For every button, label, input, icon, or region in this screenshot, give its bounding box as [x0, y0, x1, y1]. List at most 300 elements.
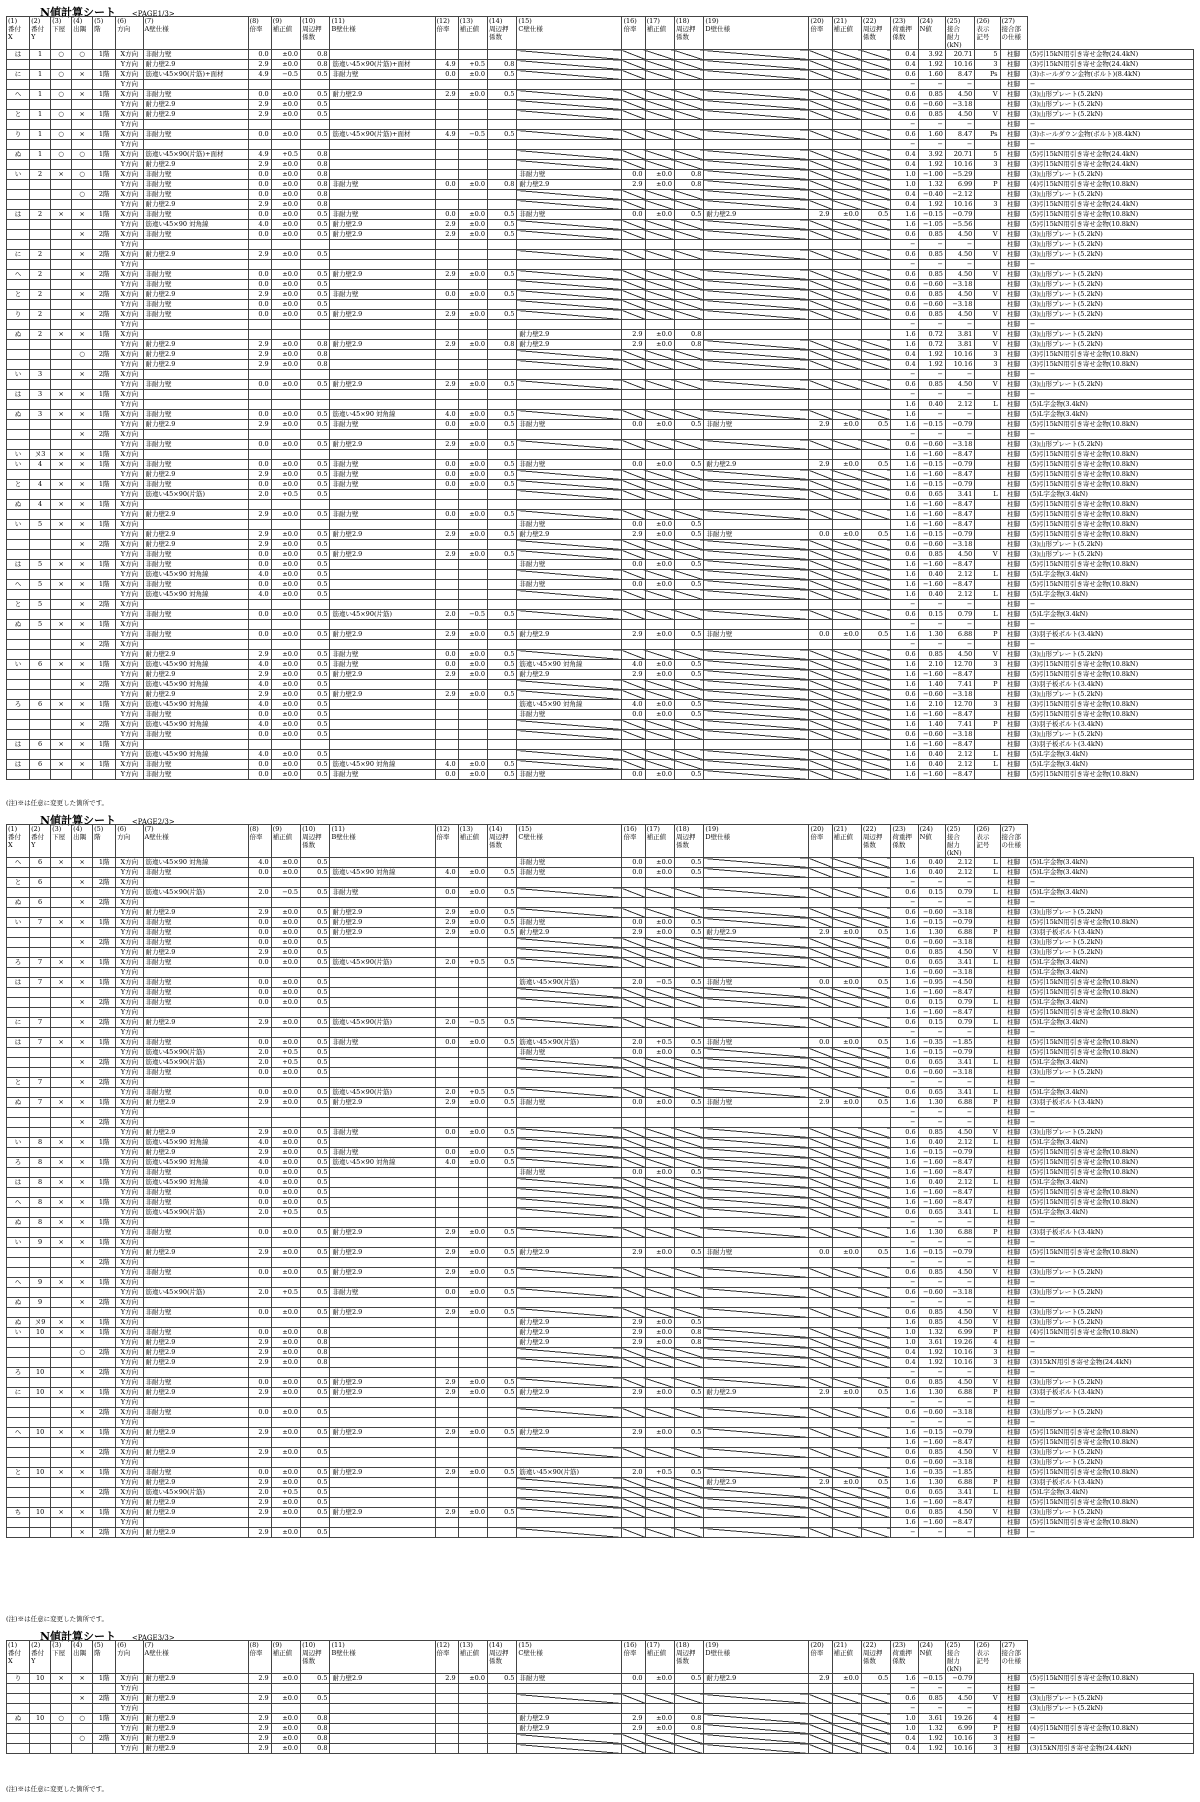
table-cell [458, 750, 487, 760]
column-header-line: 記号 [976, 1657, 990, 1665]
column-header-line: 補正値 [272, 25, 293, 33]
table-cell [809, 480, 832, 490]
table-cell [704, 240, 809, 250]
table-cell [30, 988, 51, 998]
table-cell: −3.18 [945, 908, 974, 918]
table-cell: 耐力壁2.9 [143, 1714, 248, 1724]
table-row [7, 530, 1194, 540]
table-cell [809, 320, 832, 330]
table-cell [674, 938, 703, 948]
table-cell: − [918, 898, 945, 908]
column-header-line: N値 [919, 1649, 932, 1657]
table-cell: ±0.0 [645, 1428, 674, 1438]
column-header-line: 接合部の仕様 [1001, 25, 1022, 41]
table-cell [704, 570, 809, 580]
table-cell: 0.5 [488, 380, 517, 390]
table-cell [704, 1368, 809, 1378]
table-cell [72, 630, 93, 640]
table-cell [248, 968, 271, 978]
table-cell: 7 [30, 1078, 51, 1088]
table-cell: 2.9 [622, 180, 645, 190]
table-cell [330, 1528, 435, 1538]
table-cell: 0.5 [488, 1248, 517, 1258]
table-cell [809, 1348, 832, 1358]
table-cell [7, 1118, 30, 1128]
table-cell: V [975, 550, 1000, 560]
table-cell: −1.60 [918, 520, 945, 530]
table-cell: ±0.0 [271, 110, 300, 120]
table-cell: 4.0 [435, 1158, 458, 1168]
table-cell: 1階 [93, 500, 116, 510]
table-cell [458, 160, 487, 170]
table-cell: −8.47 [945, 740, 974, 750]
table-cell [51, 710, 72, 720]
table-cell [674, 290, 703, 300]
table-cell [809, 1458, 832, 1468]
table-row [7, 330, 1194, 340]
table-cell: へ [7, 90, 30, 100]
table-cell [72, 750, 93, 760]
table-cell: 柱脚 [1000, 700, 1027, 710]
table-cell: 0.5 [488, 1308, 517, 1318]
table-cell [809, 540, 832, 550]
table-cell [72, 610, 93, 620]
table-cell: 1.6 [891, 868, 918, 878]
table-cell: 柱脚 [1000, 150, 1027, 160]
table-cell [861, 580, 890, 590]
table-cell: 0.5 [488, 470, 517, 480]
table-cell: ぬ [7, 1318, 30, 1328]
table-cell: 0.0 [248, 978, 271, 988]
table-cell: 柱脚 [1000, 400, 1027, 410]
table-cell [861, 1268, 890, 1278]
table-cell [832, 510, 861, 520]
table-cell: ±0.0 [458, 1228, 487, 1238]
table-cell [72, 1398, 93, 1408]
table-cell: − [918, 80, 945, 90]
table-cell [30, 1008, 51, 1018]
table-cell: 1階 [93, 480, 116, 490]
column-header [891, 17, 918, 50]
table-cell [809, 988, 832, 998]
table-cell: ±0.0 [832, 1038, 861, 1048]
table-cell [7, 190, 30, 200]
table-cell [809, 160, 832, 170]
table-cell [861, 250, 890, 260]
table-cell: 柱脚 [1000, 110, 1027, 120]
table-cell: 1.92 [918, 1348, 945, 1358]
table-cell [248, 1704, 271, 1714]
table-cell [30, 1248, 51, 1258]
table-cell: X方向 [116, 500, 143, 510]
column-header-line: 周辺押 [302, 25, 322, 33]
table-cell: 2.12 [945, 750, 974, 760]
column-header-line: 記号 [976, 841, 990, 849]
table-cell: ±0.0 [458, 380, 487, 390]
table-cell [301, 400, 330, 410]
table-cell [72, 1188, 93, 1198]
table-cell [143, 1684, 248, 1694]
table-cell [975, 1248, 1000, 1258]
table-cell: 0.0 [809, 1038, 832, 1048]
table-cell [674, 490, 703, 500]
table-cell [622, 888, 645, 898]
table-cell [72, 650, 93, 660]
table-cell [7, 968, 30, 978]
table-cell: X方向 [116, 270, 143, 280]
table-cell: 柱脚 [1000, 190, 1027, 200]
table-cell: 6.88 [945, 928, 974, 938]
table-cell: −0.15 [918, 210, 945, 220]
table-cell: 耐力壁2.9 [330, 1098, 435, 1108]
table-cell: ヌ9 [30, 1318, 51, 1328]
table-cell: Y方向 [116, 220, 143, 230]
table-cell [30, 100, 51, 110]
table-cell [72, 530, 93, 540]
column-header-line: (17) [646, 17, 660, 25]
table-cell: 1.6 [891, 968, 918, 978]
table-cell: 0.0 [248, 868, 271, 878]
table-cell [330, 878, 435, 888]
table-cell: − [891, 370, 918, 380]
table-cell: ±0.0 [271, 550, 300, 560]
table-row [7, 1148, 1194, 1158]
table-cell: 4.0 [435, 760, 458, 770]
table-cell [809, 510, 832, 520]
table-row [7, 1338, 1194, 1348]
table-cell [7, 470, 30, 480]
table-cell [330, 600, 435, 610]
table-row [7, 770, 1194, 780]
table-cell: Y方向 [116, 80, 143, 90]
column-header [704, 17, 809, 50]
table-cell: − [1027, 1714, 1193, 1724]
table-cell [271, 1318, 300, 1328]
table-cell [645, 470, 674, 480]
table-cell: 柱脚 [1000, 858, 1027, 868]
table-cell [809, 590, 832, 600]
table-cell [488, 1298, 517, 1308]
table-cell [7, 1488, 30, 1498]
table-cell: 耐力壁2.9 [330, 1674, 435, 1684]
table-cell: 1.92 [918, 1744, 945, 1754]
column-header-line: 倍率 [436, 25, 450, 33]
table-cell: −3.18 [945, 440, 974, 450]
table-cell: 2.9 [622, 630, 645, 640]
table-cell: 2階 [93, 1448, 116, 1458]
table-cell: × [72, 460, 93, 470]
table-cell: 0.4 [891, 1734, 918, 1744]
column-header [832, 825, 861, 858]
table-cell [861, 110, 890, 120]
table-cell: V [975, 1308, 1000, 1318]
table-cell [7, 1228, 30, 1238]
table-row [7, 640, 1194, 650]
table-cell: 1.6 [891, 1318, 918, 1328]
table-cell [330, 260, 435, 270]
table-cell: X方向 [116, 150, 143, 160]
table-cell [674, 1008, 703, 1018]
table-cell: 耐力壁2.9 [517, 1388, 622, 1398]
table-cell [517, 1078, 622, 1088]
table-cell [832, 560, 861, 570]
table-row [7, 350, 1194, 360]
table-cell: 0.5 [301, 908, 330, 918]
column-header-line: 周辺押 [489, 1649, 509, 1657]
table-cell [861, 570, 890, 580]
table-cell: −0.79 [945, 1428, 974, 1438]
table-cell [458, 490, 487, 500]
table-cell [330, 1138, 435, 1148]
table-cell [645, 1198, 674, 1208]
table-cell [622, 600, 645, 610]
table-cell: 0.8 [674, 180, 703, 190]
table-cell [330, 520, 435, 530]
table-cell: −8.47 [945, 1168, 974, 1178]
table-cell: −8.47 [945, 1438, 974, 1448]
table-row [7, 380, 1194, 390]
table-cell [30, 680, 51, 690]
table-cell [861, 300, 890, 310]
column-header-line: (25) [946, 825, 961, 833]
table-cell: 0.8 [301, 180, 330, 190]
table-cell: −0.60 [918, 1288, 945, 1298]
table-cell: −1.60 [918, 1008, 945, 1018]
table-cell: 0.5 [301, 1674, 330, 1684]
table-cell [975, 1148, 1000, 1158]
table-cell: P [975, 680, 1000, 690]
table-cell: 3.81 [945, 330, 974, 340]
table-cell: ±0.0 [458, 928, 487, 938]
table-cell [704, 948, 809, 958]
table-cell [832, 858, 861, 868]
table-cell [7, 200, 30, 210]
table-row [7, 760, 1194, 770]
table-cell: 柱脚 [1000, 1268, 1027, 1278]
table-cell: 1階 [93, 330, 116, 340]
table-cell [435, 948, 458, 958]
table-cell: 6.88 [945, 630, 974, 640]
table-cell: ±0.0 [271, 670, 300, 680]
table-cell: 耐力壁2.9 [143, 908, 248, 918]
table-cell: 2.9 [248, 670, 271, 680]
column-header-line: 番付 [31, 833, 45, 841]
table-cell [93, 1308, 116, 1318]
table-cell: 3 [975, 1744, 1000, 1754]
table-cell [975, 500, 1000, 510]
table-cell: 0.40 [918, 1178, 945, 1188]
table-cell [435, 1438, 458, 1448]
table-cell [861, 560, 890, 570]
table-cell: ±0.0 [832, 1098, 861, 1108]
table-cell: 0.6 [891, 90, 918, 100]
table-row [7, 230, 1194, 240]
table-cell [832, 610, 861, 620]
table-cell [704, 360, 809, 370]
table-cell: (5)L字金物(3.4kN) [1027, 590, 1193, 600]
table-cell [809, 490, 832, 500]
table-cell [517, 1734, 622, 1744]
table-cell [330, 160, 435, 170]
table-cell: 柱脚 [1000, 1068, 1027, 1078]
table-cell: 非耐力壁 [330, 1288, 435, 1298]
table-cell: 柱脚 [1000, 1318, 1027, 1328]
table-cell [330, 1078, 435, 1088]
table-cell: P [975, 630, 1000, 640]
table-cell [861, 1288, 890, 1298]
table-cell [301, 1008, 330, 1018]
table-cell: 2階 [93, 680, 116, 690]
table-cell: 柱脚 [1000, 1418, 1027, 1428]
table-cell: 0.8 [674, 330, 703, 340]
table-cell: 耐力壁2.9 [330, 380, 435, 390]
table-cell [645, 1308, 674, 1318]
table-cell [301, 1684, 330, 1694]
table-cell [645, 60, 674, 70]
table-cell [330, 400, 435, 410]
table-cell: 4.9 [435, 60, 458, 70]
table-cell: 柱脚 [1000, 510, 1027, 520]
table-cell [30, 1528, 51, 1538]
table-cell: 0.65 [918, 1088, 945, 1098]
table-cell [458, 300, 487, 310]
table-cell [809, 878, 832, 888]
table-cell [832, 1328, 861, 1338]
table-cell [645, 310, 674, 320]
table-cell: 0.0 [248, 1068, 271, 1078]
table-cell: 2.9 [248, 420, 271, 430]
table-cell: −0.60 [918, 440, 945, 450]
table-cell: 2.9 [248, 690, 271, 700]
table-cell [488, 490, 517, 500]
table-cell [488, 50, 517, 60]
table-cell [435, 1068, 458, 1078]
table-cell: × [72, 1488, 93, 1498]
table-cell: Y方向 [116, 340, 143, 350]
table-cell: +0.5 [271, 1048, 300, 1058]
table-cell [517, 1528, 622, 1538]
table-cell: ±0.0 [645, 660, 674, 670]
table-cell: 1.92 [918, 350, 945, 360]
table-cell [622, 1118, 645, 1128]
table-cell [704, 430, 809, 440]
table-cell [704, 1088, 809, 1098]
table-cell: (5)引15kN用引き寄せ金物(10.8kN) [1027, 520, 1193, 530]
table-cell: 0.5 [301, 1488, 330, 1498]
table-cell [622, 140, 645, 150]
table-cell [271, 1118, 300, 1128]
table-cell [622, 290, 645, 300]
table-cell [975, 1528, 1000, 1538]
table-cell: −3.18 [945, 730, 974, 740]
table-cell: 0.0 [248, 560, 271, 570]
table-cell: V [975, 380, 1000, 390]
table-cell [51, 260, 72, 270]
table-cell [488, 120, 517, 130]
table-cell [704, 1428, 809, 1438]
table-cell [488, 1418, 517, 1428]
table-cell [517, 1694, 622, 1704]
table-cell: Y方向 [116, 1478, 143, 1488]
table-cell: 柱脚 [1000, 908, 1027, 918]
table-cell: ±0.0 [271, 1744, 300, 1754]
table-cell: ろ [7, 1158, 30, 1168]
table-cell: −8.47 [945, 580, 974, 590]
table-cell [861, 1308, 890, 1318]
table-cell [271, 1418, 300, 1428]
table-cell: 筋違い45×90(片筋) [517, 1038, 622, 1048]
table-cell [832, 968, 861, 978]
table-cell [704, 1028, 809, 1038]
table-cell [72, 280, 93, 290]
table-cell: 0.5 [488, 1228, 517, 1238]
table-cell [51, 1168, 72, 1178]
table-cell [832, 1128, 861, 1138]
table-cell: 0.5 [674, 530, 703, 540]
table-cell [517, 1458, 622, 1468]
table-cell: 非耐力壁 [143, 1038, 248, 1048]
table-cell [458, 1318, 487, 1328]
table-cell: 0.5 [301, 470, 330, 480]
table-cell [330, 1744, 435, 1754]
table-cell: 0.0 [248, 610, 271, 620]
table-cell: 柱脚 [1000, 898, 1027, 908]
table-cell [488, 190, 517, 200]
table-cell [975, 1218, 1000, 1228]
table-cell: 1階 [93, 1468, 116, 1478]
table-cell [7, 1338, 30, 1348]
table-cell: 0.5 [861, 1098, 890, 1108]
table-cell: と [7, 600, 30, 610]
table-cell: (3)山形プレート(5.2kN) [1027, 310, 1193, 320]
table-cell: 1.6 [891, 1038, 918, 1048]
table-cell: (5)L字金物(3.4kN) [1027, 888, 1193, 898]
footnote: (注)※は任意に変更した箇所です。 [6, 1615, 109, 1623]
column-header-line: (20) [810, 17, 824, 25]
table-cell: 2.9 [248, 530, 271, 540]
table-cell [861, 380, 890, 390]
table-cell: 2.9 [435, 1098, 458, 1108]
table-cell [30, 590, 51, 600]
table-cell: い [7, 918, 30, 928]
table-cell [674, 350, 703, 360]
table-cell [330, 590, 435, 600]
table-row [7, 1118, 1194, 1128]
table-cell: × [72, 1448, 93, 1458]
table-cell [30, 300, 51, 310]
table-cell: 耐力壁2.9 [143, 100, 248, 110]
table-cell: 非耐力壁 [704, 1248, 809, 1258]
table-cell: 1階 [93, 978, 116, 988]
column-header [975, 17, 1000, 50]
table-cell [832, 680, 861, 690]
column-header [809, 1641, 832, 1674]
column-header-line: (24) [919, 825, 933, 833]
table-cell [330, 1408, 435, 1418]
table-cell [72, 1108, 93, 1118]
table-cell [72, 360, 93, 370]
table-cell: 耐力壁2.9 [330, 1308, 435, 1318]
table-cell [7, 1168, 30, 1178]
table-cell [645, 1078, 674, 1088]
table-cell [645, 90, 674, 100]
table-cell [674, 998, 703, 1008]
table-cell: 1.6 [891, 858, 918, 868]
table-cell [674, 110, 703, 120]
table-cell: Y方向 [116, 1088, 143, 1098]
table-cell: 2.9 [248, 1508, 271, 1518]
table-cell: 2.9 [248, 350, 271, 360]
